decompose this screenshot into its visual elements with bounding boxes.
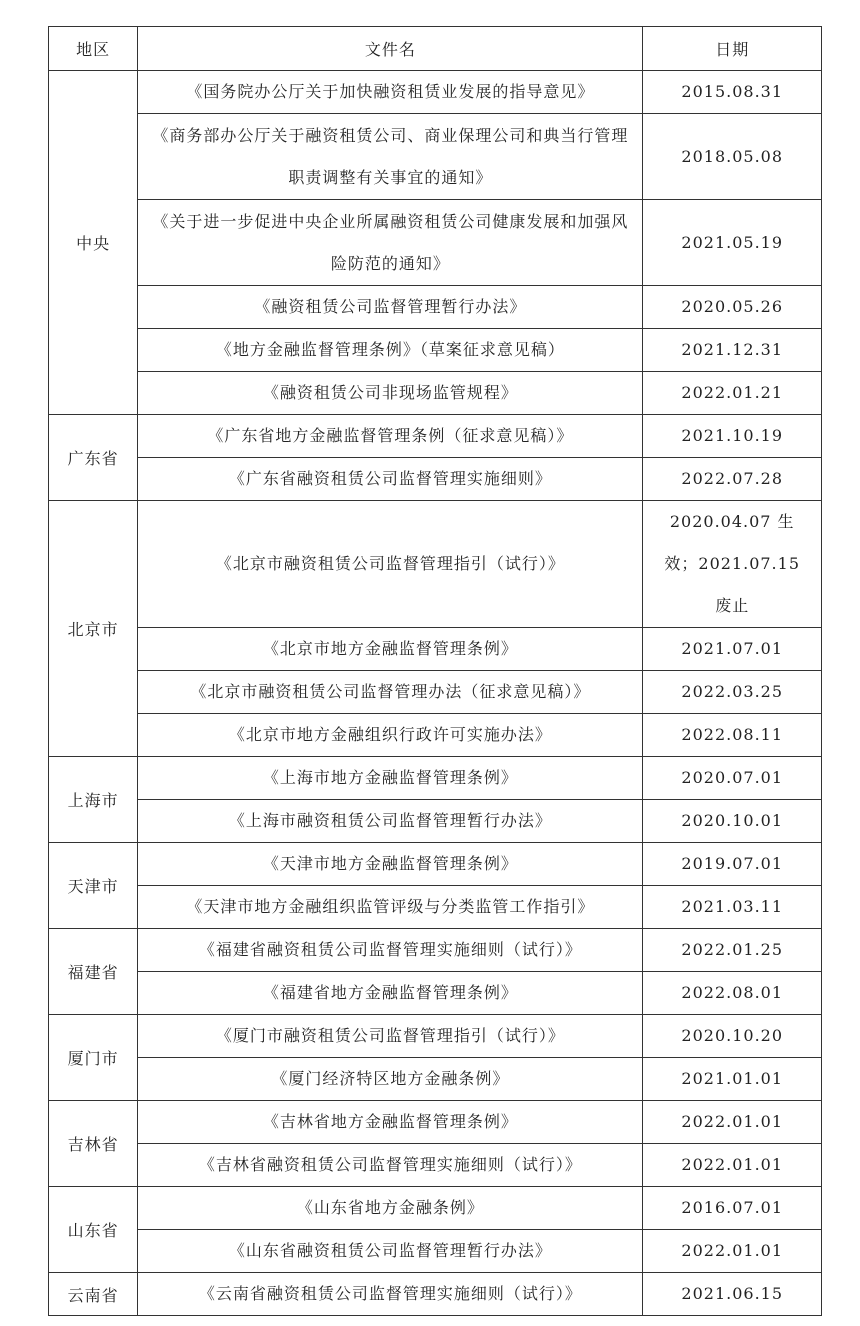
table-row: [49, 200, 822, 286]
file-name-cell: 《山东省融资租赁公司监督管理暂行办法》: [138, 1230, 643, 1273]
table-row: [49, 1187, 822, 1230]
header-date: 日期: [643, 27, 822, 71]
date-cell: 2022.01.21: [643, 372, 822, 415]
file-name-cell: 《厦门市融资租赁公司监督管理指引（试行）》: [138, 1015, 643, 1058]
region-cell: 北京市: [49, 501, 138, 757]
file-name-cell: 《商务部办公厅关于融资租赁公司、商业保理公司和典当行管理职责调整有关事宜的通知》: [138, 114, 643, 200]
region-cell: 吉林省: [49, 1101, 138, 1187]
file-name-cell: 《融资租赁公司非现场监管规程》: [138, 372, 643, 415]
table-row: [49, 71, 822, 114]
region-cell: 山东省: [49, 1187, 138, 1273]
table-row: [49, 757, 822, 800]
date-cell: 2021.03.11: [643, 886, 822, 929]
header-region: 地区: [49, 27, 138, 71]
date-cell: 2021.12.31: [643, 329, 822, 372]
date-cell: 2020.10.20: [643, 1015, 822, 1058]
region-cell: 福建省: [49, 929, 138, 1015]
file-name-cell: 《吉林省融资租赁公司监督管理实施细则（试行）》: [138, 1144, 643, 1187]
table-row: [49, 114, 822, 200]
region-cell: 厦门市: [49, 1015, 138, 1101]
date-cell: 2022.01.01: [643, 1144, 822, 1187]
date-cell: 2022.07.28: [643, 458, 822, 501]
date-cell: 2021.05.19: [643, 200, 822, 286]
region-cell: 广东省: [49, 415, 138, 501]
file-name-cell: 《山东省地方金融条例》: [138, 1187, 643, 1230]
region-cell: 云南省: [49, 1273, 138, 1316]
table-row: [49, 1101, 822, 1144]
file-name-cell: 《广东省地方金融监督管理条例（征求意见稿）》: [138, 415, 643, 458]
file-name-cell: 《厦门经济特区地方金融条例》: [138, 1058, 643, 1101]
file-name-cell: 《北京市融资租赁公司监督管理指引（试行）》: [138, 501, 643, 628]
date-cell: 2021.10.19: [643, 415, 822, 458]
table-row: [49, 628, 822, 671]
header-file-name: 文件名: [138, 27, 643, 71]
date-cell: 2022.03.25: [643, 671, 822, 714]
file-name-cell: 《北京市地方金融监督管理条例》: [138, 628, 643, 671]
header-row: [49, 27, 822, 71]
table-row: [49, 972, 822, 1015]
region-cell: 上海市: [49, 757, 138, 843]
file-name-cell: 《北京市融资租赁公司监督管理办法（征求意见稿）》: [138, 671, 643, 714]
file-name-cell: 《融资租赁公司监督管理暂行办法》: [138, 286, 643, 329]
file-name-cell: 《北京市地方金融组织行政许可实施办法》: [138, 714, 643, 757]
table-row: [49, 458, 822, 501]
file-name-cell: 《天津市地方金融监督管理条例》: [138, 843, 643, 886]
date-cell: 2022.08.11: [643, 714, 822, 757]
region-cell: 天津市: [49, 843, 138, 929]
file-name-cell: 《上海市地方金融监督管理条例》: [138, 757, 643, 800]
table-row: [49, 1230, 822, 1273]
table-row: [49, 671, 822, 714]
table-row: [49, 329, 822, 372]
table-row: [49, 372, 822, 415]
file-name-cell: 《云南省融资租赁公司监督管理实施细则（试行）》: [138, 1273, 643, 1316]
table-row: [49, 800, 822, 843]
table-row: [49, 1058, 822, 1101]
table-row: [49, 886, 822, 929]
date-cell: 2022.01.01: [643, 1230, 822, 1273]
date-cell: 2022.08.01: [643, 972, 822, 1015]
date-cell: 2021.07.01: [643, 628, 822, 671]
table-row: [49, 1273, 822, 1316]
file-name-cell: 《关于进一步促进中央企业所属融资租赁公司健康发展和加强风险防范的通知》: [138, 200, 643, 286]
date-cell: 2021.06.15: [643, 1273, 822, 1316]
table-row: [49, 286, 822, 329]
table-row: [49, 1015, 822, 1058]
table-row: [49, 1144, 822, 1187]
table-row: [49, 843, 822, 886]
date-cell: 2021.01.01: [643, 1058, 822, 1101]
date-cell: 2022.01.01: [643, 1101, 822, 1144]
file-name-cell: 《地方金融监督管理条例》（草案征求意见稿）: [138, 329, 643, 372]
table-row: [49, 714, 822, 757]
file-name-cell: 《上海市融资租赁公司监督管理暂行办法》: [138, 800, 643, 843]
table-row: [49, 415, 822, 458]
file-name-cell: 《福建省融资租赁公司监督管理实施细则（试行）》: [138, 929, 643, 972]
file-name-cell: 《天津市地方金融组织监管评级与分类监管工作指引》: [138, 886, 643, 929]
region-cell: 中央: [49, 71, 138, 415]
date-cell: 2016.07.01: [643, 1187, 822, 1230]
date-cell: 2015.08.31: [643, 71, 822, 114]
file-name-cell: 《福建省地方金融监督管理条例》: [138, 972, 643, 1015]
date-cell: 2020.07.01: [643, 757, 822, 800]
table-row: [49, 929, 822, 972]
date-cell: 2020.10.01: [643, 800, 822, 843]
regulation-table: [48, 26, 822, 1316]
file-name-cell: 《国务院办公厅关于加快融资租赁业发展的指导意见》: [138, 71, 643, 114]
date-cell: 2022.01.25: [643, 929, 822, 972]
date-cell: 2018.05.08: [643, 114, 822, 200]
table-row: [49, 501, 822, 628]
file-name-cell: 《广东省融资租赁公司监督管理实施细则》: [138, 458, 643, 501]
date-cell: 2020.05.26: [643, 286, 822, 329]
date-cell: 2019.07.01: [643, 843, 822, 886]
file-name-cell: 《吉林省地方金融监督管理条例》: [138, 1101, 643, 1144]
table-body: [49, 71, 822, 1316]
date-cell: 2020.04.07 生效；2021.07.15 废止: [643, 501, 822, 628]
